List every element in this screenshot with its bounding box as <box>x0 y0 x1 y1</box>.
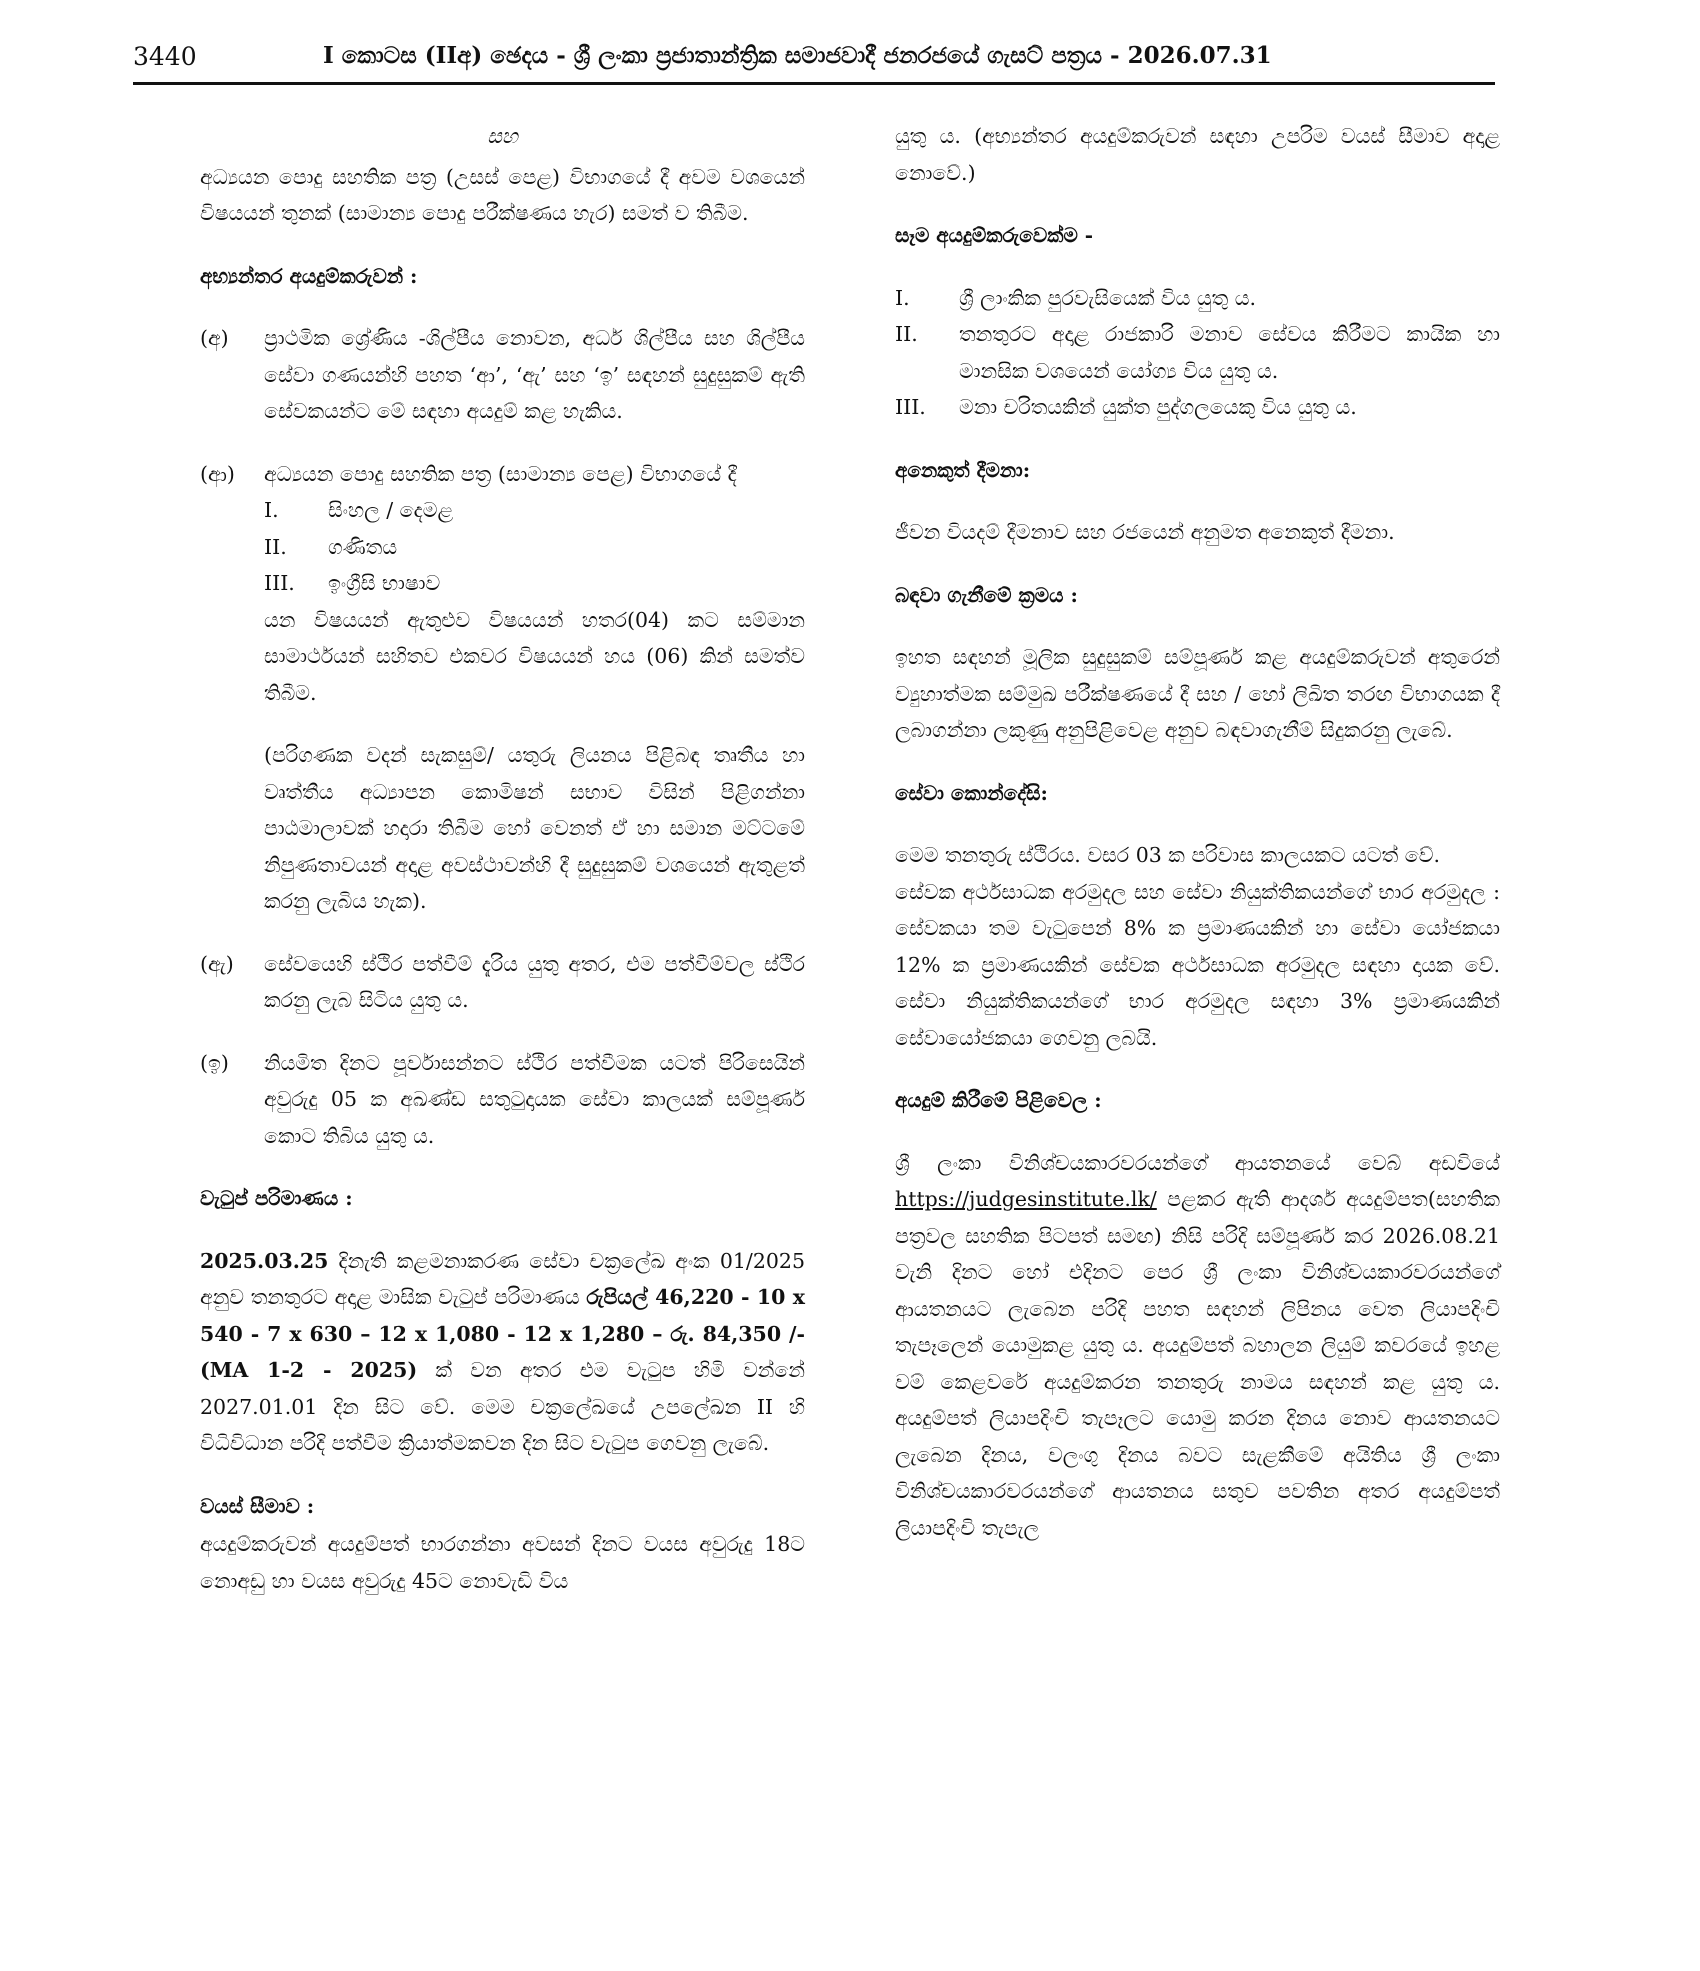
gazette-title: I කොටස (IIඅ) ඡෙදය - ශ්‍රී ලංකා ප්‍රජාතාන්ත්‍රික සමාජවාදී ජනරජයේ ගැසට් පත්‍රය - 2026.07.31 <box>323 42 1272 69</box>
recruitment-text: ඉහත සඳහන් මූලික සුදුසුකම් සම්පූර්ණ කළ අයදුම්කරුවන් අතුරෙන් ව්‍යුහාත්මක සම්මුඛ පරීක්ෂණයේ දී සහ / හෝ ලිඛිත තරඟ විභාගයක දී ලබාගන්නා ලකුණු අනුපිළිවෙළ අනුව බඳවාගැනීම් සිදුකරනු ලැබේ. <box>895 645 1500 742</box>
all-applicants-heading: සෑම අයදුම්කරුවෙක්ම - <box>895 223 1094 247</box>
subject-item: II. ගණිතය <box>264 534 398 559</box>
age-text: අයදුම්කරුවන් අයදුම්පත් භාරගන්නා අවසන් දිනට වයස අවුරුදු 18ට නොඅඩු හා වයස අවුරුදු 45ට නොවැඩි විය <box>200 1532 805 1593</box>
item-label: (අ) <box>200 326 229 350</box>
item-label: (ඇ) <box>200 951 234 976</box>
conditions-text: මෙම තනතුරු ස්ථිරය. වසර 03 ක පරිවාස කාලයකට යටත් වේ. <box>895 843 1440 867</box>
list-item <box>200 946 805 1019</box>
saha-label: සහ <box>487 124 518 148</box>
requirement-item: III. මනා චරිතයකින් යුක්ත පුද්ගලයෙකු විය යුතු ය. <box>895 395 1357 419</box>
page-header <box>133 38 1495 82</box>
website-link[interactable]: https://judgesinstitute.lk/ <box>895 1187 1157 1211</box>
subject-item: III. ඉංග්‍රීසි භාෂාව <box>264 571 441 595</box>
internal-list <box>200 320 805 1154</box>
item-text: යන විෂයයන් ඇතුළුව විෂයයන් හතර(04) කට සම්මාන සාමාර්ථයන් සහිතව එකවර විෂයයන් හය (06) කින් සමත්ව තිබීම. <box>264 607 805 705</box>
item-label: (ඉ) <box>200 1050 229 1075</box>
al-qualification: අධ්‍යයන පොදු සහතික පත්‍ර (උසස් පෙළ) විභාගයේ දී අවම වශයෙන් විෂයයන් තුනක් (සාමාන්‍ය පොදු පරීක්ෂණය හැර) සමත් ව තිබීම. <box>200 164 805 225</box>
application-text: ශ්‍රී ලංකා විනිශ්චයකාරවරයන්ගේ ආයතනයේ වෙබ් අඩවියේ https://judgesinstitute.lk/ පළකර ඇති ආදර්ශ අයදුම්පත(සහතික පත්‍රවල සහතික පිටපත් සමඟ) නිසි පරිදි සම්පූර්ණ කර 2026.08.21 වැනි දිනට හෝ එදිනට පෙර ශ්‍රී ලංකා විනිශ්චයකාරවරයන්ගේ ආයතනයට ලැබෙන පරිදි පහත සඳහන් ලිපිනය වෙත ලියාපදිංචි තැපෑලෙන් යොමුකළ යුතු ය. අයදුම්පත් බහාලන ලියුම් කවරයේ ඉහළ වම් කෙළවරේ අයදුම්කරන තනතුරු නාමය සඳහන් කළ යුතු ය. අයදුම්පත් ලියාපදිංචි තැපෑලට යොමු කරන දිනය නොව ආයතනයට ලැබෙන දිනය, වලංගු දිනය බවට සැළකීමේ අයිතිය ශ්‍රී ලංකා විනිශ්චයකාරවරයන්ගේ ආයතනය සතුව පවතින අතර අයදුම්පත් ලියාපදිංචි තැපැල <box>895 1150 1500 1540</box>
item-text: අධ්‍යයන පොදු සහතික පත්‍ර (සාමාන්‍ය පෙළ) විභාගයේ දී <box>264 461 737 486</box>
list-item <box>200 456 805 920</box>
allowances-text: ජීවන වියදම් දීමනාව සහ රජයෙන් අනුමත අනෙකුත් දීමනා. <box>895 520 1395 544</box>
salary-heading: වැටුප් පරිමාණය : <box>200 1186 353 1210</box>
item-text: ප්‍රාථමික ශ්‍රේණිය -ශිල්පීය නොවන, අර්ධ ශිල්පීය සහ ශිල්පීය සේවා ගණයන්හි පහත ‘ආ’, ‘ඇ’ සහ ‘ඉ’ සඳහන් සුදුසුකම් ඇති සේවකයන්ට මේ සඳහා අයදුම් කළ හැකිය. <box>264 326 805 423</box>
subject-item: I. සිංහල / දෙමළ <box>264 498 454 522</box>
application-heading: අයදුම් කිරීමේ පිළිවෙල : <box>895 1088 1102 1112</box>
item-text: නියමිත දිනට පූර්වාසන්නට ස්ථිර පත්වීමක යටත් පිරිසෙයින් අවුරුදු 05 ක අඛණ්ඩ සතුටුදායක සේවා කාලයක් සම්පූර්ණ කොට තිබිය යුතු ය. <box>264 1050 805 1148</box>
age-heading: වයස් සීමාව : <box>200 1493 315 1518</box>
page-number: 3440 <box>133 42 197 71</box>
requirement-item: II. තනතුරට අදාළ රාජකාරි මනාව සේවය කිරීමට කායික හා මානසික වශයෙන් යෝග්‍ය විය යුතු ය. <box>895 322 1500 383</box>
item-label: (ආ) <box>200 461 235 486</box>
list-item <box>200 320 805 430</box>
left-column <box>200 118 805 1599</box>
right-column <box>895 118 1500 1546</box>
header-rule <box>133 82 1495 85</box>
age-continuation: යුතු ය. (අභ්‍යන්තර අයදුම්කරුවන් සඳහා උපරිම වයස් සීමාව අදාළ නොවේ.) <box>895 124 1500 185</box>
conditions-text: සේවක අර්ථසාධක අරමුදල සහ සේවා නියුක්තිකයන්ගේ භාර අරමුදල : සේවකයා තම වැටුපෙන් 8% ක ප්‍රමාණයකින් හා සේවා යෝජකයා 12% ක ප්‍රමාණයකින් සේවක අර්ථසාධක අරමුදල සඳහා දායක වේ. සේවා නියුක්තිකයන්ගේ භාර අරමුදල සඳහා 3% ප්‍රමාණයකින් සේවායෝජකයා ගෙවනු ලබයි. <box>895 879 1500 1050</box>
requirement-item: I. ශ්‍රී ලාංකික පුරවැසියෙක් විය යුතු ය. <box>895 285 1257 310</box>
salary-text: 2025.03.25 දිනැති කළමනාකරණ සේවා චක්‍රලේඛ අංක 01/2025 අනුව තනතුරට අදාළ මාසික වැටුප් පරිමාණය රුපියල් 46,220 - 10 x 540 - 7 x 630 – 12 x 1,080 - 12 x 1,280 – රු. 84,350 /-(MA 1-2 - 2025) ක් වන අතර එම වැටුප හිමි වන්නේ 2027.01.01 දින සිට වේ. මෙම චක්‍රලේඛයේ උපලේඛන II හි විධිවිධාන පරිදි පත්වීම ක්‍රියාත්මකවන දින සිට වැටුප ගෙවනු ලැබේ. <box>200 1248 805 1455</box>
conditions-heading: සේවා කොන්දේසි: <box>895 780 1048 805</box>
item-text: සේවයෙහි ස්ථිර පත්වීම් දැරිය යුතු අතර, එම පත්වීම්වල ස්ථිර කරනු ලැබ සිටිය යුතු ය. <box>264 951 805 1012</box>
allowances-heading: අනෙකුත් දීමනා: <box>895 457 1031 482</box>
recruitment-heading: බඳවා ගැනීමේ ක්‍රමය : <box>895 582 1078 607</box>
list-item <box>200 1045 805 1155</box>
item-note: (පරිගණක වදන් සැකසුම්/ යතුරු ලියනය පිළිබඳ තෘතීය හා වෘත්තීය අධ්‍යාපන කොමිෂන් සභාව විසින් පිළිගන්නා පාඨමාලාවක් හදාරා තිබීම හෝ වෙනත් ඒ හා සමාන මට්ටමේ නිපුණතාවයන් අදාළ අවස්ථාවන්හි දී සුදුසුකම් වශයෙන් ඇතුළත් කරනු ලැබිය හැක). <box>264 743 805 913</box>
internal-applicants-heading: අභ්‍යන්තර අයදුම්කරුවන් : <box>200 263 418 288</box>
